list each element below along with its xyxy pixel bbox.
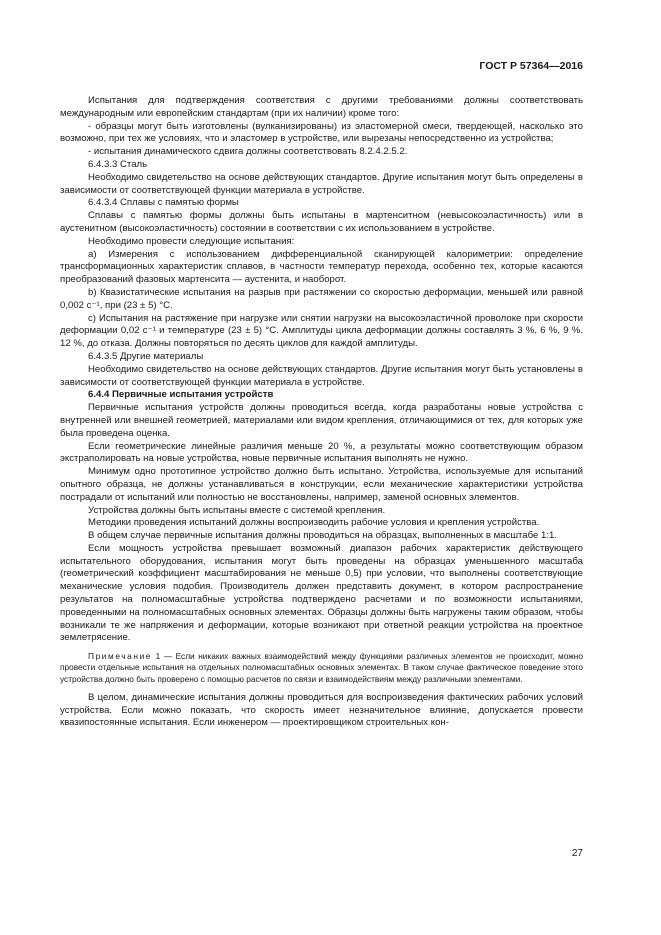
paragraph: Необходимо свидетельство на основе действующих стандартов. Другие испытания могут быть определены в зависимости от соответствующей функции материала в устройстве. [60, 171, 583, 196]
paragraph: Необходимо провести следующие испытания: [88, 235, 295, 247]
section-heading: 6.4.3.3 Сталь [88, 158, 148, 170]
list-item: а) Измерения с использованием дифференциальной сканирующей калориметрии: определение трансформационных характеристик сплавов, в частности температур перехода, особенно тех, которые касаются преобразований фазовых мартенсита — аустенита, и наоборот. [60, 248, 583, 286]
note-text: 1 — Если никаких важных взаимодействий между функциями различных элементов не происходит, можно провести отдельные испытания на отдельных полномасштабных основных элементах. В таком случае фактическое поведение этого устройства должно быть проверено с помощью расчетов по связи и взаимодействиям между различными элементами. [60, 651, 583, 684]
list-item: b) Квазистатические испытания на разрыв при растяжении со скоростью деформации, меньшей или равной 0,002 с⁻¹, при (23 ± 5) °С. [60, 286, 583, 311]
document-body [60, 95, 583, 730]
paragraph: Устройства должны быть испытаны вместе с системой крепления. [88, 504, 386, 516]
standard-header: ГОСТ Р 57364—2016 [479, 60, 583, 72]
paragraph: В целом, динамические испытания должны проводиться для воспроизведения фактических рабочих условий устройства. Если можно показать, что скорость имеет незначительное влияние, допускается провести квазипостоянные испытания. Если инженером — проектировщиком строительных кон- [60, 691, 583, 729]
note-label: Примечание [88, 651, 153, 662]
paragraph: Сплавы с памятью формы должны быть испытаны в мартенситном (невысокоэластичность) или в аустенитном (высокоэластичность) состоянии в соответствии с их использованием в устройстве. [60, 210, 583, 234]
paragraph: Испытания для подтверждения соответствия с другими требованиями должны соответствовать международным или европейским стандартам (при их наличии) кроме того: [60, 95, 583, 119]
list-item: - образцы могут быть изготовлены (вулканизированы) из эластомерной смеси, твердеющей, насколько это возможно, при тех же условиях, что и эластомер в устройстве, или вырезаны непосредственно из устройства; [60, 120, 583, 145]
paragraph: Первичные испытания устройств должны проводиться всегда, когда разработаны новые устройства с внутренней или внешней геометрией, материалами или видом крепления, отличающимися от тех, для которых уже была проведена оценка. [60, 402, 583, 439]
section-heading: 6.4.3.4 Сплавы с памятью формы [88, 197, 239, 209]
paragraph: Методики проведения испытаний должны воспроизводить рабочие условия и крепления устройства. [88, 517, 540, 529]
list-item: с) Испытания на растяжение при нагрузке или снятии нагрузки на высокоэластичной проволоке при скорости деформации 0,02 с⁻¹ и температуре (23 ± 5) °С. Амплитуды цикла деформации должны составлять 3 %, 6 %, 9 %. 12 %, до отказа. Должны повторяться по десять циклов для каждой амплитуды. [60, 312, 583, 350]
note [60, 651, 583, 685]
section-heading: 6.4.3.5 Другие материалы [88, 350, 204, 362]
paragraph: Если мощность устройства превышает возможный диапазон рабочих характеристик действующего испытательного оборудования, испытания могут быть проведены на образцах уменьшенного масштаба (геометрический коэффициент масштабирования не меньше 0,5) при условии, что выполнены соответствующие механические условия подобия. Производитель должен представить документ, в котором распространение результатов на полномасштабные устройства подтверждено расчетами и по возможности испытаниями, проведенными на полномасштабных основных элементах. Образцы должны быть нагружены таким образом, чтобы возникали те же напряжения и деформации, которые возникают при ответной реакции устройства на проектное землетрясение. [60, 542, 583, 644]
section-heading: 6.4.4 Первичные испытания устройств [88, 389, 274, 401]
paragraph: Необходимо свидетельство на основе действующих стандартов. Другие испытания могут быть установлены в зависимости от соответствующей функции материала в устройстве. [60, 363, 583, 388]
paragraph: В общем случае первичные испытания должны проводиться на образцах, выполненных в масштабе 1:1. [88, 530, 558, 542]
paragraph: Если геометрические линейные различия меньше 20 %, а результаты можно соответствующим образом экстраполировать на новые устройства, новые первичные испытания выполнять не нужно. [60, 440, 583, 465]
list-item: - испытания динамического сдвига должны соответствовать 8.2.4.2.5.2. [88, 146, 408, 158]
page-number: 27 [571, 848, 583, 859]
paragraph: Минимум одно прототипное устройство должно быть испытано. Устройства, используемые для испытаний опытного образца, не должны устанавливаться в конструкции, если механические характеристики устройства пострадали от испытаний или полностью не восстановлены, например, заменой основных элементов. [60, 466, 583, 503]
